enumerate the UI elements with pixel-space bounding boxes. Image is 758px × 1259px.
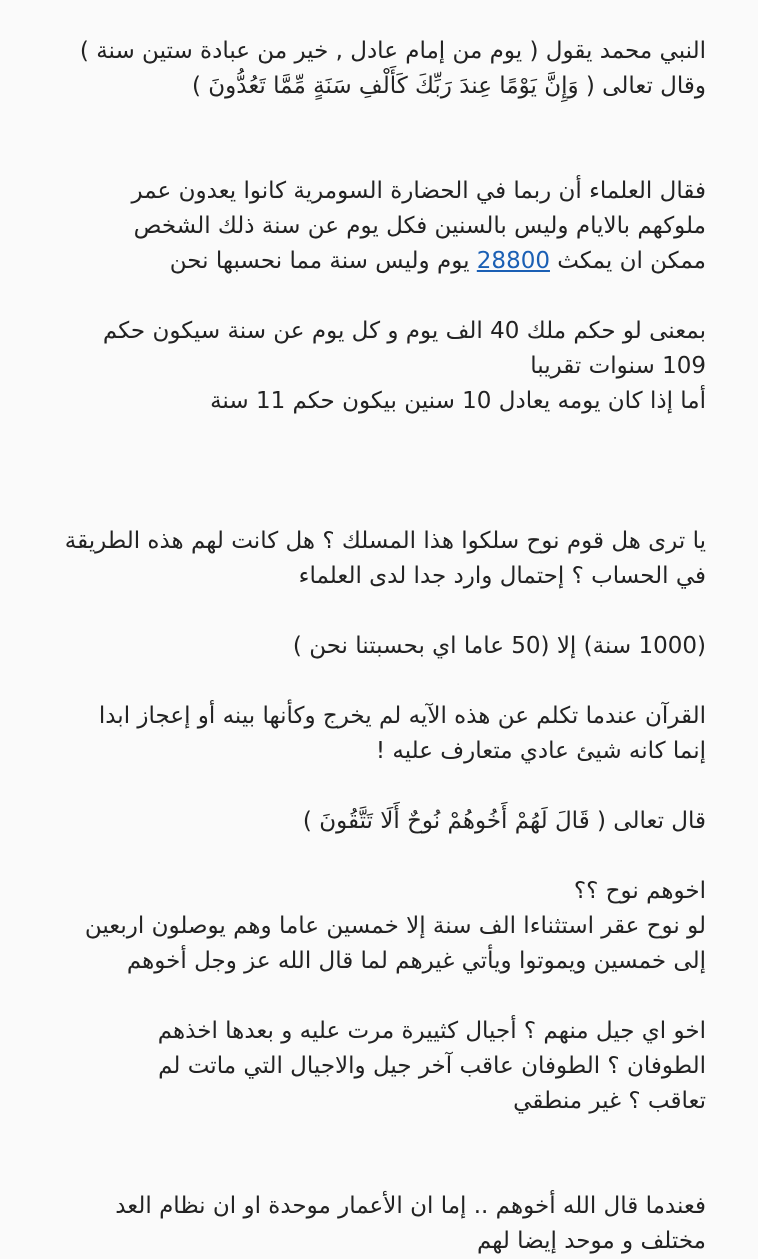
text-line: اخو اي جيل منهم ؟ أجيال كثييرة مرت عليه و بعدها اخذهم [157, 1018, 706, 1044]
text-line: النبي محمد يقول ( يوم من إمام عادل , خير من عبادة ستين سنة ) [79, 38, 706, 64]
paragraph-scholars [40, 174, 706, 279]
spacer [40, 839, 706, 874]
text-line: اخوهم نوح ؟؟ [573, 878, 706, 904]
paragraph-generations [40, 1014, 706, 1119]
spacer [40, 104, 706, 174]
text-line: الطوفان ؟ الطوفان عاقب آخر جيل والاجيال التي ماتت لم [158, 1053, 706, 1079]
text-line: تعاقب ؟ غير منطقي [513, 1088, 706, 1114]
spacer [40, 769, 706, 804]
text-line: يا ترى هل قوم نوح سلكوا هذا المسلك ؟ هل كانت لهم هذه الطريقة [64, 528, 706, 554]
spacer [40, 979, 706, 1014]
text-line [40, 244, 706, 279]
text-fragment: ممكن ان يمكث [549, 248, 706, 274]
paragraph-brother [40, 874, 706, 979]
text-line: القرآن عندما تكلم عن هذه الآيه لم يخرج وكأنها بينه أو إعجاز ابدا [98, 703, 706, 729]
text-line: فعندما قال الله أخوهم .. إما ان الأعمار موحدة او ان نظام العد [115, 1193, 706, 1219]
spacer [40, 419, 706, 524]
spacer [40, 279, 706, 314]
text-line: 109 سنوات تقريبا [530, 353, 706, 379]
spacer [40, 1119, 706, 1189]
number-link[interactable]: 28800 [476, 248, 550, 274]
paragraph-question [40, 524, 706, 594]
text-line: (1000 سنة) إلا (50 عاما اي بحسبتنا نحن ) [292, 633, 706, 659]
text-line: بمعنى لو حكم ملك 40 الف يوم و كل يوم عن سنة سيكون حكم [102, 318, 706, 344]
text-line: أما إذا كان يومه يعادل 10 سنين بيكون حكم 11 سنة [210, 388, 706, 414]
text-line: وقال تعالى ( وَإِنَّ يَوْمًا عِندَ رَبِّكَ كَأَلْفِ سَنَةٍ مِّمَّا تَعُدُّونَ ) [191, 73, 706, 99]
text-line: إلى خمسين ويموتوا ويأتي غيرهم لما قال الله عز وجل أخوهم [126, 948, 706, 974]
paragraph-numbers [40, 629, 706, 664]
text-line: لو نوح عقر استثناءا الف سنة إلا خمسين عاما وهم يوصلون اربعين [84, 913, 706, 939]
text-line: في الحساب ؟ إحتمال وارد جدا لدى العلماء [298, 563, 706, 589]
paragraph-example [40, 314, 706, 419]
paragraph-verse [40, 804, 706, 839]
paragraph-hadith [40, 34, 706, 104]
text-line: ملوكهم بالايام وليس بالسنين فكل يوم عن سنة ذلك الشخص [133, 213, 706, 239]
text-fragment: يوم وليس سنة مما نحسبها نحن [169, 248, 477, 274]
spacer [40, 664, 706, 699]
text-line: إنما كانه شيئ عادي متعارف عليه ! [375, 738, 706, 764]
spacer [40, 594, 706, 629]
text-line: قال تعالى ( قَالَ لَهُمْ أَخُوهُمْ نُوحٌ أَلَا تَتَّقُونَ ) [302, 808, 706, 834]
paragraph-quran [40, 699, 706, 769]
text-line: فقال العلماء أن ربما في الحضارة السومرية كانوا يعدون عمر [131, 178, 706, 204]
text-line: مختلف و موحد إيضا لهم [476, 1228, 706, 1254]
